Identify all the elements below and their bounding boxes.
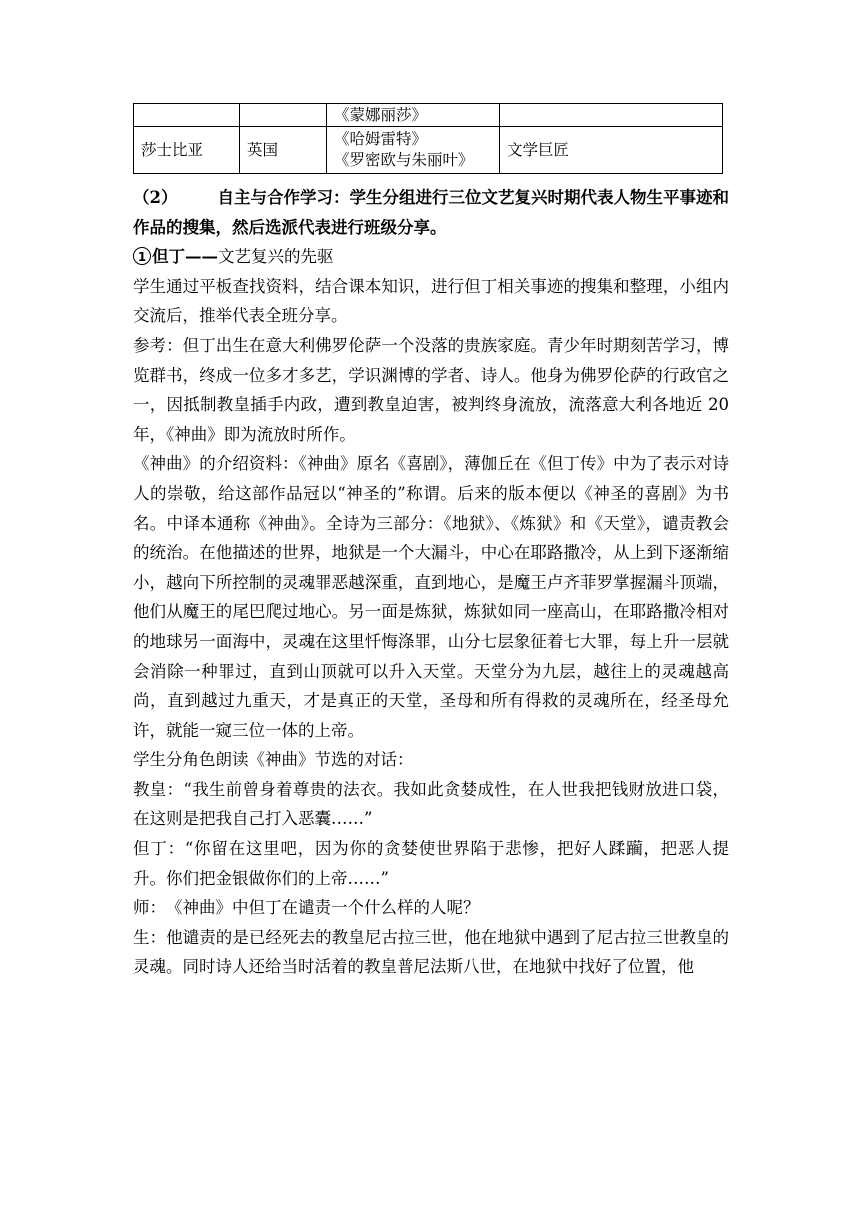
paragraph: 但丁：“你留在这里吧，因为你的贪婪使世界陷于悲惨，把好人蹂躏，把恶人提升。你们把金银做你们的上帝……”	[133, 839, 729, 888]
table-cell-title: 文学巨匠	[500, 127, 723, 174]
table-cell	[134, 104, 240, 127]
table-cell	[500, 104, 723, 127]
circled-number-marker: 1	[133, 247, 151, 265]
section-heading	[133, 183, 729, 242]
table-cell-country: 英国	[240, 127, 327, 174]
paragraph: 学生分角色朗读《神曲》节选的对话：	[133, 750, 414, 770]
table-row	[134, 127, 723, 174]
paragraph: 生：他谴责的是已经死去的教皇尼古拉三世，他在地狱中遇到了尼古拉三世教皇的灵魂。同时诗人还给当时活着的教皇普尼法斯八世，在地狱中找好了位置，他	[133, 927, 729, 977]
paragraph: 师： 《神曲》中但丁在谴责一个什么样的人呢？	[133, 898, 480, 918]
subheading-name: 但丁——	[152, 247, 218, 267]
table-cell-works	[327, 127, 500, 174]
table-row	[134, 104, 723, 127]
table-cell-person: 莎士比亚	[134, 127, 240, 174]
table-cell-works: 《蒙娜丽莎》	[327, 104, 500, 127]
section-number: （2）	[133, 188, 178, 207]
table-cell	[240, 104, 327, 127]
paragraph: 教皇：“我生前曾身着尊贵的法衣。我如此贪婪成性，在人世我把钱财放进口袋，在这则是把我自己打入恶囊……”	[133, 779, 729, 829]
body-text	[133, 183, 729, 982]
paragraph: 《神曲》的介绍资料：《神曲》原名《喜剧》，薄伽丘在《但丁传》中为了表示对诗人的崇敬，给这部作品冠以“神圣的”称谓。后来的版本便以《神圣的喜剧》为书名。中译本通称《神曲》。全诗为三部分：《地狱》、《炼狱》和《天堂》，谴责教会的统治。在他描述的世界，地狱是一个大漏斗，中心在耶路撒冷，从上到下逐渐缩小，越向下所控制的灵魂罪恶越深重，直到地心，是魔王卢齐菲罗掌握漏斗顶端，他们从魔王的尾巴爬过地心。另一面是炼狱，炼狱如同一座高山，在耶路撒冷相对的地球另一面海中，灵魂在这里忏悔涤罪，山分七层象征着七大罪，每上升一层就会消除一种罪过，直到山顶就可以升入天堂。天堂分为九层，越往上的灵魂越高尚，直到越过九重天，才是真正的天堂，圣母和所有得救的灵魂所在，经圣母允许，就能一窥三位一体的上帝。	[133, 454, 729, 740]
figures-table	[133, 103, 723, 174]
subheading	[133, 242, 729, 272]
work-title: 《罗密欧与朱丽叶》	[334, 151, 474, 169]
paragraph: 学生通过平板查找资料，结合课本知识，进行但丁相关事迹的搜集和整理，小组内交流后，推举代表全班分享。	[133, 276, 729, 326]
section-heading-text: 自主与合作学习：学生分组进行三位文艺复兴时期代表人物生平事迹和作品的搜集，然后选派代表进行班级分享。	[133, 188, 729, 237]
subheading-rest: 文艺复兴的先驱	[218, 247, 334, 267]
paragraph: 参考：但丁出生在意大利佛罗伦萨一个没落的贵族家庭。青少年时期刻苦学习，博览群书，终成一位多才多艺，学识渊博的学者、诗人。他身为佛罗伦萨的行政官之一，因抵制教皇插手内政，遭到教皇迫害，被判终身流放，流落意大利各地近 20 年，《神曲》即为流放时所作。	[133, 335, 729, 444]
work-title: 《哈姆雷特》	[334, 130, 428, 148]
